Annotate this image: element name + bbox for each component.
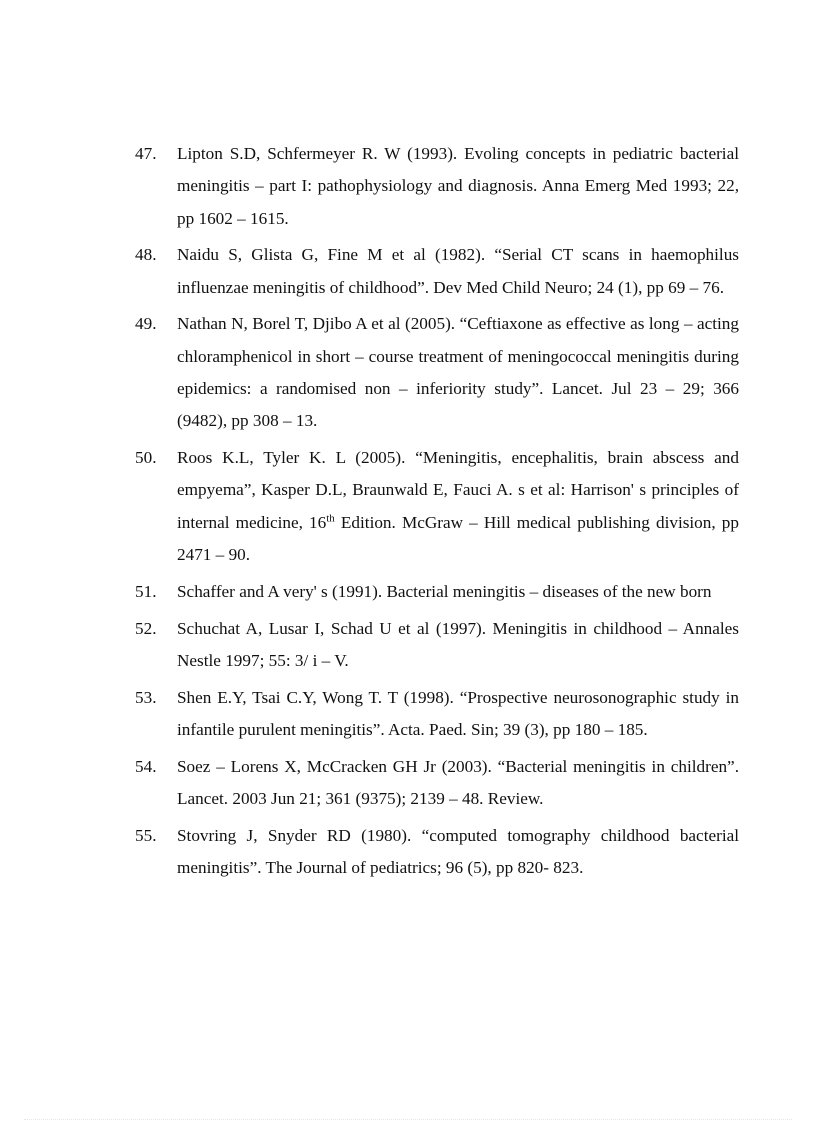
reference-text: Schuchat A, Lusar I, Schad U et al (1997). Meningitis in childhood – Annales Nestle 1997; 55: 3/ i – V. — [177, 618, 739, 670]
reference-number: 52. — [135, 618, 157, 638]
reference-item-51 — [135, 576, 739, 608]
reference-text: Lipton S.D, Schfermeyer R. W (1993). Evoling concepts in pediatric bacterial meningitis – part I: pathophysiology and diagnosis. Anna Emerg Med 1993; 22, pp 1602 – 1615. — [177, 144, 739, 228]
reference-list — [135, 138, 739, 889]
reference-text: Stovring J, Snyder RD (1980). “computed tomography childhood bacterial meningitis”. The Journal of pediatrics; 96 (5), pp 820- 823. — [177, 825, 739, 878]
reference-number: 50. — [135, 448, 157, 468]
page-bottom-divider — [24, 1119, 792, 1120]
reference-text: Nathan N, Borel T, Djibo A et al (2005). “Ceftiaxone as effective as long – acting chloramphenicol in short – course treatment of meningococcal meningitis during epidemics: a randomised non – inferiority study”. Lancet. Jul 23 – 29; 366 (9482), pp 308 – 13. — [177, 314, 739, 431]
reference-item-55 — [135, 820, 739, 885]
reference-number: 48. — [135, 245, 157, 265]
reference-item-47 — [135, 138, 739, 235]
reference-number: 53. — [135, 687, 157, 707]
reference-text: Naidu S, Glista G, Fine M et al (1982). “Serial CT scans in haemophilus influenzae meningitis of childhood”. Dev Med Child Neuro; 24 (1), pp 69 – 76. — [177, 245, 739, 297]
reference-text: Soez – Lorens X, McCracken GH Jr (2003). “Bacterial meningitis in children”. Lancet. 2003 Jun 21; 361 (9375); 2139 – 48. Review. — [177, 756, 739, 809]
reference-item-49 — [135, 308, 739, 437]
reference-item-50 — [135, 442, 739, 571]
reference-number: 51. — [135, 581, 157, 601]
reference-number: 54. — [135, 756, 157, 776]
reference-text-part: Edition. McGraw – Hill medical publishing division, pp 2471 – 90. — [177, 512, 739, 565]
reference-text: Shen E.Y, Tsai C.Y, Wong T. T (1998). “Prospective neurosonographic study in infantile purulent meningitis”. Acta. Paed. Sin; 39 (3), pp 180 – 185. — [177, 687, 739, 740]
reference-number: 49. — [135, 314, 157, 334]
reference-number: 55. — [135, 825, 157, 845]
reference-text-part: Roos K.L, Tyler K. L (2005). “Meningitis, encephalitis, brain abscess and empyema”, Kasper D.L, Braunwald E, Fauci A. s et al: Harrison' s principles of internal medicine, 16 — [177, 448, 739, 532]
reference-item-53 — [135, 682, 739, 747]
reference-item-52 — [135, 613, 739, 678]
reference-text — [177, 448, 739, 564]
ordinal-superscript: th — [326, 512, 335, 525]
reference-number: 47. — [135, 144, 157, 163]
reference-item-48 — [135, 239, 739, 304]
reference-text: Schaffer and A very' s (1991). Bacterial meningitis – diseases of the new born — [177, 581, 712, 601]
reference-item-54 — [135, 751, 739, 816]
